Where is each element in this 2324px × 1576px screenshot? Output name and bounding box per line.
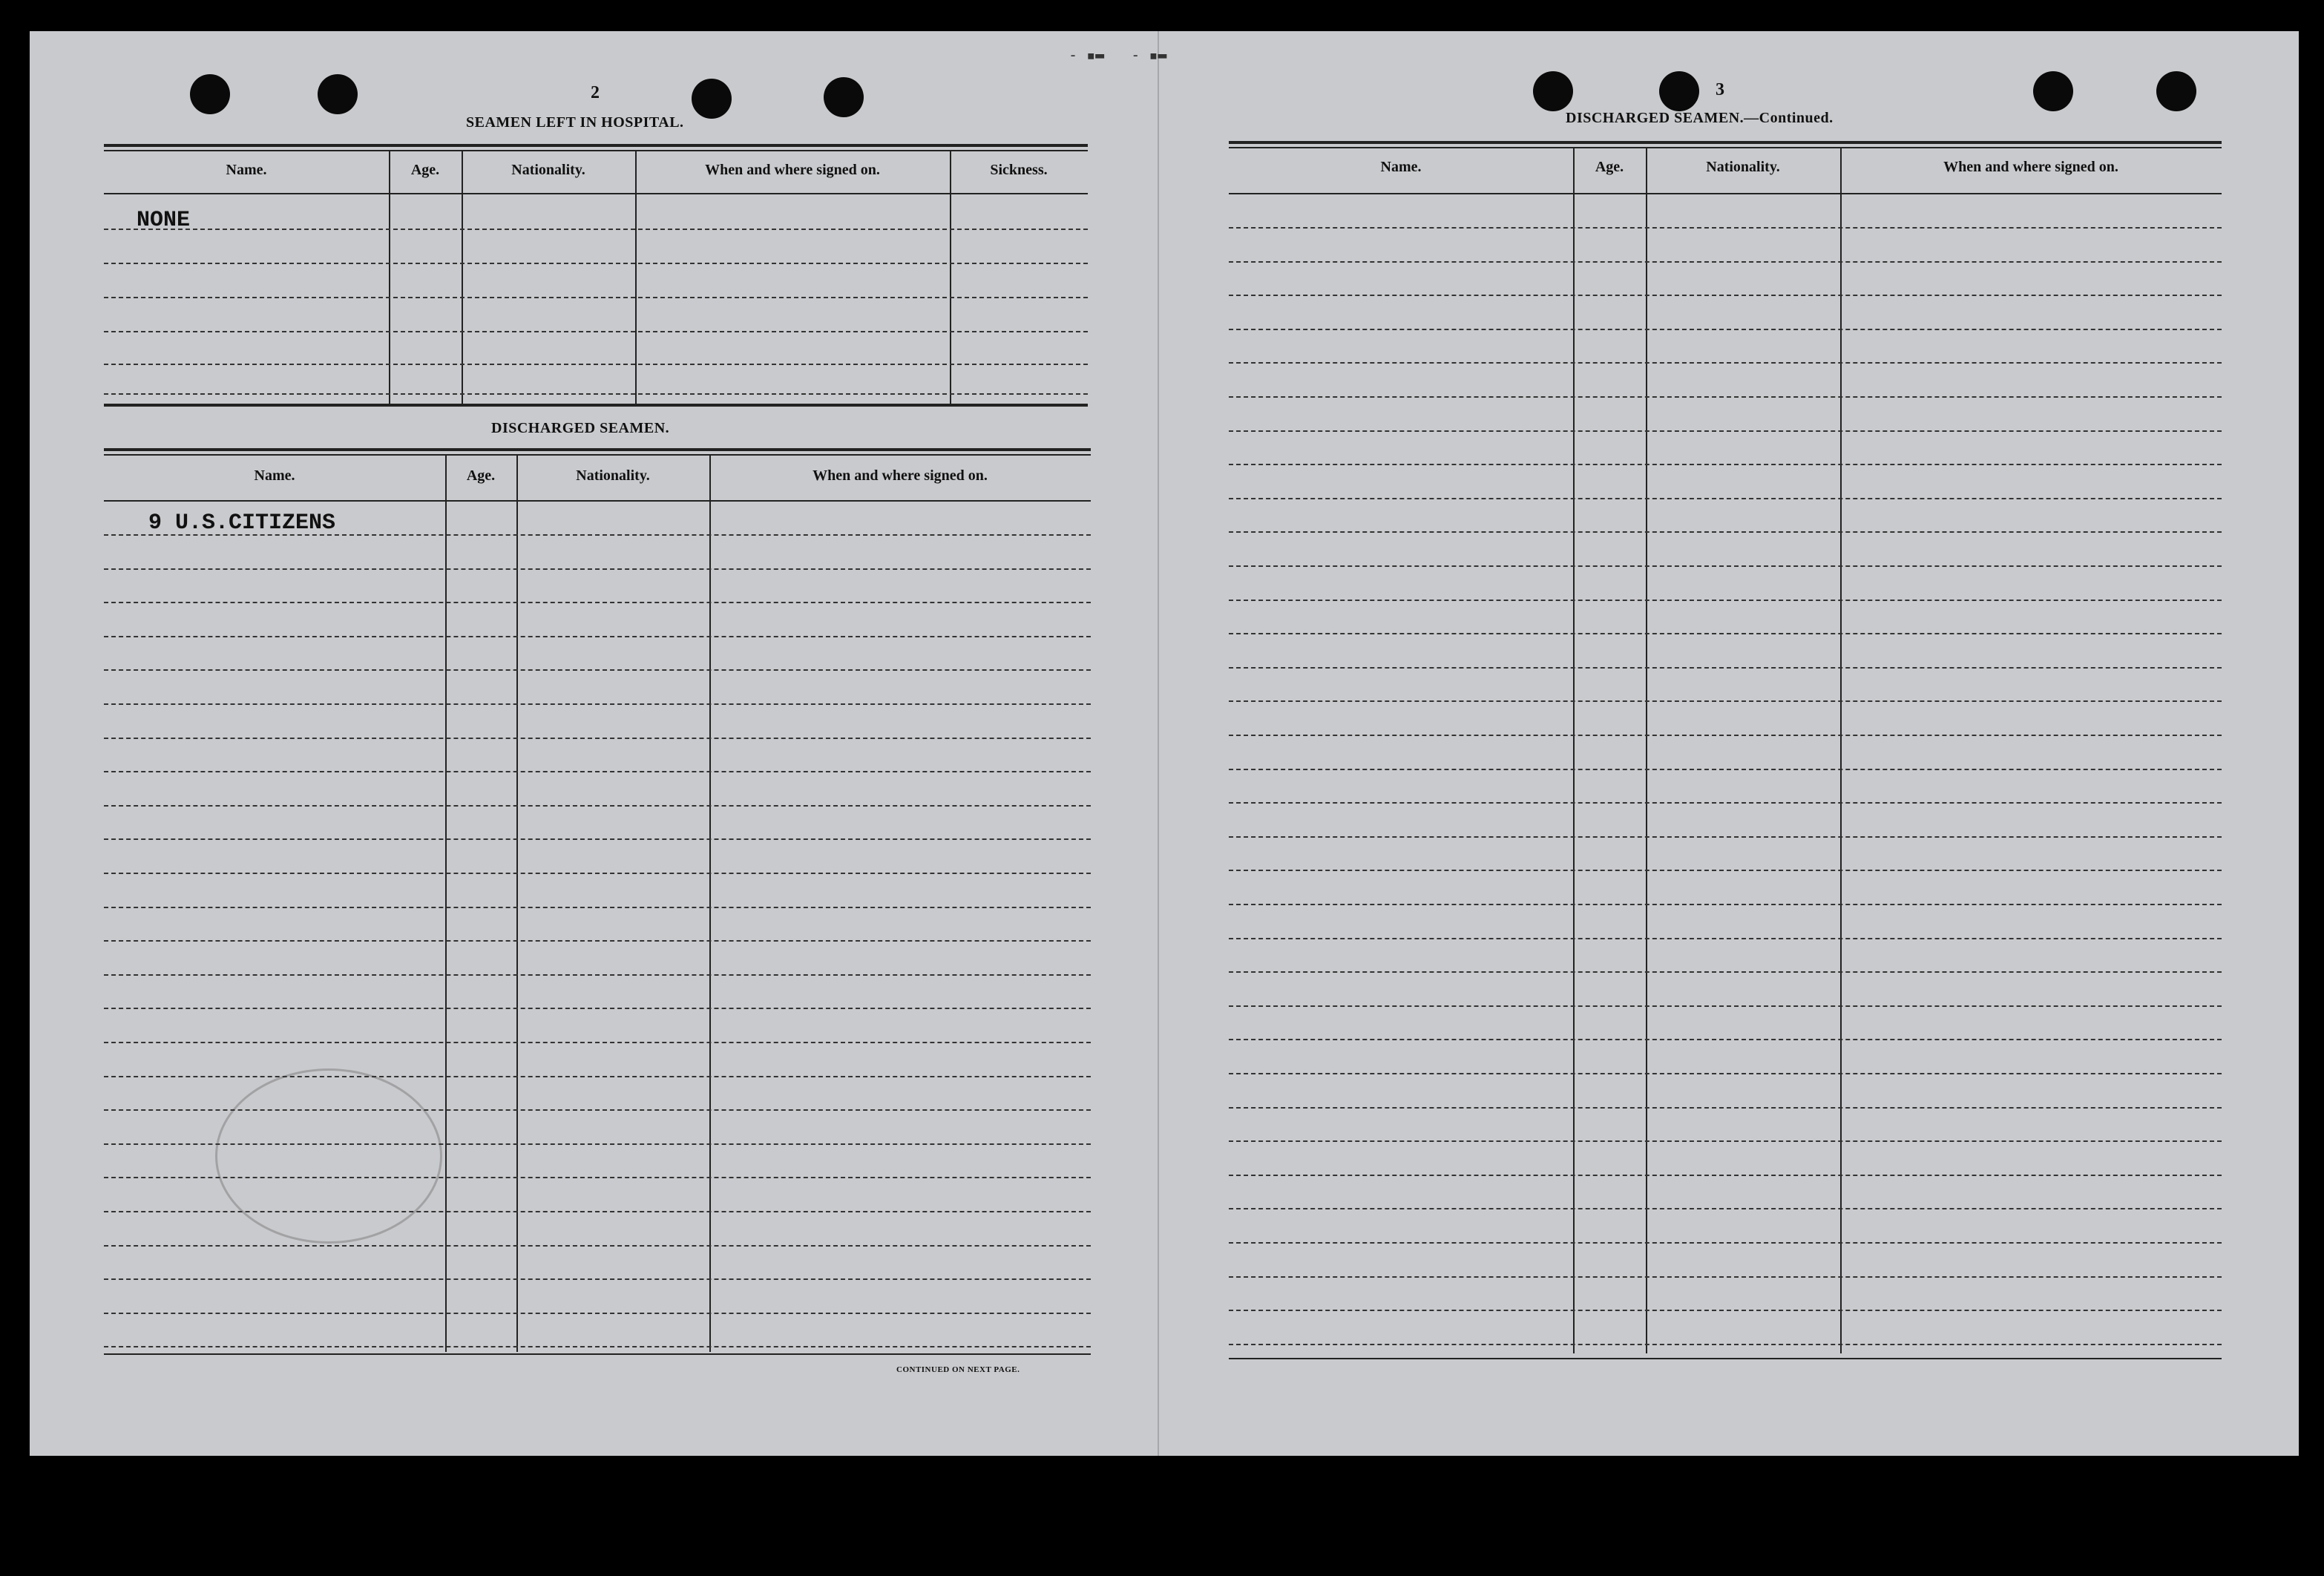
row-rule	[1229, 1276, 2222, 1278]
row-rule	[1229, 295, 2222, 296]
row-rule	[1229, 836, 2222, 838]
row-rule	[1229, 1107, 2222, 1109]
page-number-left: 2	[591, 83, 600, 102]
row-rule	[1229, 329, 2222, 330]
hospital-entry: NONE	[137, 208, 191, 233]
col-age: Age.	[466, 467, 496, 484]
punch-hole	[2156, 71, 2196, 111]
row-rule	[1229, 498, 2222, 499]
row-rule	[104, 805, 1091, 807]
row-rule	[1229, 1039, 2222, 1040]
row-rule	[1229, 227, 2222, 229]
hospital-table	[104, 144, 1088, 411]
row-rule	[104, 940, 1091, 942]
col-age: Age.	[410, 162, 440, 178]
row-rule	[104, 1143, 1091, 1145]
continued-footer: CONTINUED ON NEXT PAGE.	[896, 1365, 1020, 1374]
row-rule	[104, 974, 1091, 976]
row-rule	[1229, 464, 2222, 465]
col-name: Name.	[254, 467, 295, 484]
row-rule	[104, 568, 1091, 570]
row-rule	[104, 1211, 1091, 1212]
row-rule	[1229, 904, 2222, 905]
row-rule	[104, 1278, 1091, 1280]
row-rule	[104, 1177, 1091, 1178]
row-rule	[1229, 362, 2222, 364]
row-rule	[1229, 1208, 2222, 1209]
col-nationality: Nationality.	[576, 467, 650, 484]
col-name: Name.	[1380, 159, 1422, 175]
row-rule	[1229, 565, 2222, 567]
row-rule	[104, 1109, 1091, 1111]
punch-hole	[318, 74, 358, 114]
row-rule	[104, 907, 1091, 908]
row-rule	[104, 1076, 1091, 1077]
discharged-table-right	[1229, 141, 2222, 1364]
row-rule	[1229, 667, 2222, 669]
row-rule	[1229, 1073, 2222, 1074]
row-rule	[104, 669, 1091, 671]
row-rule	[104, 602, 1091, 603]
row-rule	[104, 1042, 1091, 1043]
row-rule	[1229, 600, 2222, 601]
col-age: Age.	[1595, 159, 1624, 175]
col-sickness: Sickness.	[990, 162, 1048, 178]
punch-hole	[824, 77, 864, 117]
punch-hole	[190, 74, 230, 114]
col-signed-on: When and where signed on.	[813, 467, 988, 484]
col-name: Name.	[226, 162, 267, 178]
row-rule	[1229, 1344, 2222, 1345]
row-rule	[104, 838, 1091, 840]
row-rule	[1229, 261, 2222, 263]
row-rule	[1229, 396, 2222, 398]
row-rule	[1229, 700, 2222, 702]
punch-hole	[1659, 71, 1699, 111]
row-rule	[1229, 531, 2222, 533]
row-rule	[104, 1245, 1091, 1247]
row-rule	[1229, 938, 2222, 939]
col-signed-on: When and where signed on.	[705, 162, 880, 178]
col-nationality: Nationality.	[511, 162, 585, 178]
row-rule	[1229, 1005, 2222, 1007]
row-rule	[1229, 633, 2222, 634]
row-rule	[1229, 1140, 2222, 1142]
punch-hole	[692, 79, 732, 119]
col-nationality: Nationality.	[1706, 159, 1780, 175]
row-rule	[1229, 802, 2222, 804]
col-signed-on: When and where signed on.	[1943, 159, 2118, 175]
row-rule	[104, 873, 1091, 874]
discharged-section-title: DISCHARGED SEAMEN.	[491, 420, 670, 436]
row-rule	[104, 636, 1091, 637]
row-rule	[104, 703, 1091, 705]
row-rule	[1229, 870, 2222, 871]
row-rule	[104, 1313, 1091, 1314]
page-fold	[1158, 31, 1159, 1456]
row-rule	[1229, 1242, 2222, 1244]
punch-hole	[1533, 71, 1573, 111]
row-rule	[1229, 971, 2222, 973]
page-number-right: 3	[1716, 80, 1724, 99]
punch-hole	[2033, 71, 2073, 111]
row-rule	[104, 1008, 1091, 1009]
row-rule	[1229, 1310, 2222, 1311]
row-rule	[1229, 1175, 2222, 1176]
row-rule	[104, 771, 1091, 772]
discharged-continued-title: DISCHARGED SEAMEN.—Continued.	[1566, 110, 1834, 126]
row-rule	[104, 738, 1091, 739]
row-rule	[1229, 735, 2222, 736]
row-rule	[1229, 430, 2222, 432]
row-rule	[104, 1346, 1091, 1347]
header-marks: ‑ ▪▬ ‑ ▪▬	[1069, 46, 1167, 64]
discharged-entry: 9 U.S.CITIZENS	[148, 510, 336, 536]
discharged-table-left	[104, 448, 1091, 1361]
hospital-section-title: SEAMEN LEFT IN HOSPITAL.	[466, 114, 684, 131]
row-rule	[1229, 769, 2222, 770]
